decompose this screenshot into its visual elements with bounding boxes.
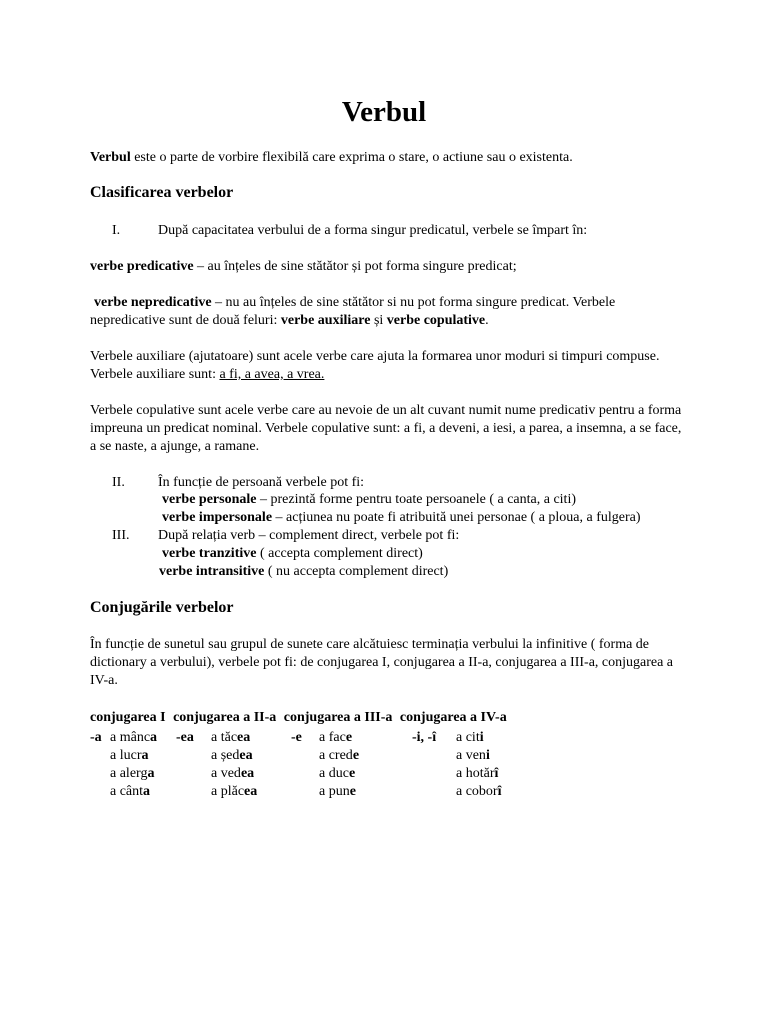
tranzitive-term: verbe tranzitive bbox=[162, 546, 257, 561]
verb-stem: a hotăr bbox=[456, 766, 495, 781]
verb-ending: a bbox=[147, 766, 155, 781]
verb-ending: i bbox=[485, 748, 490, 763]
verb-ending: a bbox=[141, 748, 149, 763]
impersonale-term: verbe impersonale bbox=[162, 510, 273, 525]
table-cell bbox=[456, 747, 490, 765]
verb-stem: a șed bbox=[211, 748, 240, 763]
table-cell bbox=[211, 747, 253, 765]
period-text: . bbox=[485, 313, 489, 328]
list-number-3: III. bbox=[112, 528, 130, 543]
verb-ending: î bbox=[494, 766, 499, 781]
table-header-row bbox=[90, 709, 507, 727]
table-header-conj2: conjugarea a II-a bbox=[173, 710, 277, 725]
verb-ending: a bbox=[143, 784, 151, 799]
verb-stem: a cit bbox=[456, 730, 480, 745]
verb-stem: a cred bbox=[319, 748, 353, 763]
and-text: și bbox=[370, 313, 387, 328]
table-cell bbox=[456, 729, 484, 747]
sublist-item-intransitive bbox=[159, 563, 448, 581]
verb-stem: a lucr bbox=[110, 748, 142, 763]
table-cell bbox=[110, 747, 148, 765]
verb-ending: e bbox=[348, 766, 356, 781]
nepredicative-text: – nu au înțeles de sine stătător si nu pot forma singure predicat. Verbele nepredicative sunt de două feluri: bbox=[90, 295, 616, 328]
auxiliare-text: Verbele auxiliare (ajutatoare) sunt acele verbe care ajuta la formarea unor moduri si timpuri compuse. Verbele auxiliare sunt: bbox=[90, 349, 660, 382]
ending-conj3: -e bbox=[291, 730, 302, 745]
verb-stem: a cobor bbox=[456, 784, 498, 799]
verb-stem: a fac bbox=[319, 730, 346, 745]
verb-ending: e bbox=[345, 730, 353, 745]
intro-text: este o parte de vorbire flexibilă care exprima o stare, o actiune sau o existenta. bbox=[130, 150, 573, 165]
page-title: Verbul bbox=[341, 96, 427, 128]
verb-stem: a mânc bbox=[110, 730, 151, 745]
list-number-2: II. bbox=[112, 475, 125, 490]
verb-ending: i bbox=[479, 730, 484, 745]
verb-stem: a alerg bbox=[110, 766, 148, 781]
impersonale-text: – acțiunea nu poate fi atribuită unei personae ( a ploua, a fulgera) bbox=[272, 510, 641, 525]
auxiliare-term: verbe auxiliare bbox=[280, 313, 371, 328]
verb-stem: a tăc bbox=[211, 730, 238, 745]
table-cell bbox=[110, 783, 150, 801]
nepredicative-paragraph bbox=[90, 294, 682, 330]
conjugari-paragraph: În funcție de sunetul sau grupul de sunete care alcătuiesc terminația verbului la infinitive ( forma de dictionary a verbului), verbele pot fi: de conjugarea I, conjugarea a II-a, conjugarea a III-a, conjugarea a IV-a. bbox=[90, 637, 674, 688]
sublist-item-tranzitive bbox=[162, 545, 423, 563]
table-header-conj4: conjugarea a IV-a bbox=[399, 710, 507, 725]
table-cell bbox=[211, 765, 254, 783]
auxiliare-list: a fi, a avea, a vrea. bbox=[219, 367, 325, 382]
verb-ending: ea bbox=[237, 730, 251, 745]
table-cell bbox=[110, 729, 157, 747]
verb-ending: î bbox=[497, 784, 502, 799]
list-text-1: După capacitatea verbului de a forma singur predicatul, verbele se împart în: bbox=[158, 223, 588, 238]
predicative-paragraph bbox=[90, 258, 682, 276]
intro-term: Verbul bbox=[90, 150, 131, 165]
table-cell bbox=[319, 765, 355, 783]
ending-conj4: -i, -î bbox=[412, 730, 437, 745]
ending-conj2: -ea bbox=[176, 730, 194, 745]
tranzitive-text: ( accepta complement direct) bbox=[256, 546, 423, 561]
list-number-1: I. bbox=[112, 223, 121, 238]
section-heading-conjugari: Conjugările verbelor bbox=[90, 599, 234, 616]
nepredicative-term: verbe nepredicative bbox=[94, 295, 212, 310]
table-cell bbox=[211, 729, 250, 747]
verb-ending: e bbox=[352, 748, 360, 763]
table-cell bbox=[319, 747, 359, 765]
verb-ending: a bbox=[150, 730, 158, 745]
table-header-conj1: conjugarea I bbox=[90, 710, 166, 725]
table-cell bbox=[319, 729, 352, 747]
verb-stem: a ved bbox=[211, 766, 241, 781]
table-cell bbox=[211, 783, 257, 801]
predicative-text: – au înțeles de sine stătător și pot forma singure predicat; bbox=[193, 259, 517, 274]
verb-stem: a duc bbox=[319, 766, 349, 781]
verb-ending: ea bbox=[239, 748, 253, 763]
copulative-term: verbe copulative bbox=[386, 313, 486, 328]
list-text-2: În funcție de persoană verbele pot fi: bbox=[158, 475, 365, 490]
copulative-paragraph: Verbele copulative sunt acele verbe care au nevoie de un alt cuvant numit nume predicativ pentru a forma impreuna un predicat nominal. Verbele copulative sunt: a fi, a deveni, a iesi, a parea, a insemna, a se face, a se naste, a ajunge, a ramane. bbox=[90, 403, 682, 454]
table-cell bbox=[456, 765, 498, 783]
verb-ending: e bbox=[349, 784, 356, 799]
section-heading-clasificare: Clasificarea verbelor bbox=[90, 184, 234, 201]
intransitive-text: ( nu accepta complement direct) bbox=[264, 564, 449, 579]
verb-stem: a cânt bbox=[110, 784, 144, 799]
auxiliare-paragraph bbox=[90, 348, 682, 384]
table-cell bbox=[456, 783, 501, 801]
personale-text: – prezintă forme pentru toate persoanele ( a canta, a citi) bbox=[256, 492, 576, 507]
table-cell bbox=[319, 783, 356, 801]
table-cell bbox=[110, 765, 154, 783]
verb-stem: a plăc bbox=[211, 784, 245, 799]
ending-conj1: -a bbox=[90, 730, 102, 745]
verb-ending: ea bbox=[244, 784, 258, 799]
sublist-item-impersonale bbox=[162, 509, 641, 527]
verb-ending: ea bbox=[240, 766, 255, 781]
intransitive-term: verbe intransitive bbox=[159, 564, 265, 579]
sublist-item-personale bbox=[162, 491, 576, 509]
list-text-3: După relația verb – complement direct, verbele pot fi: bbox=[158, 528, 460, 543]
verb-stem: a ven bbox=[456, 748, 486, 763]
predicative-term: verbe predicative bbox=[90, 259, 194, 274]
table-header-conj3: conjugarea a III-a bbox=[283, 710, 393, 725]
personale-term: verbe personale bbox=[162, 492, 257, 507]
verb-stem: a pun bbox=[319, 784, 350, 799]
intro-paragraph bbox=[90, 149, 682, 167]
